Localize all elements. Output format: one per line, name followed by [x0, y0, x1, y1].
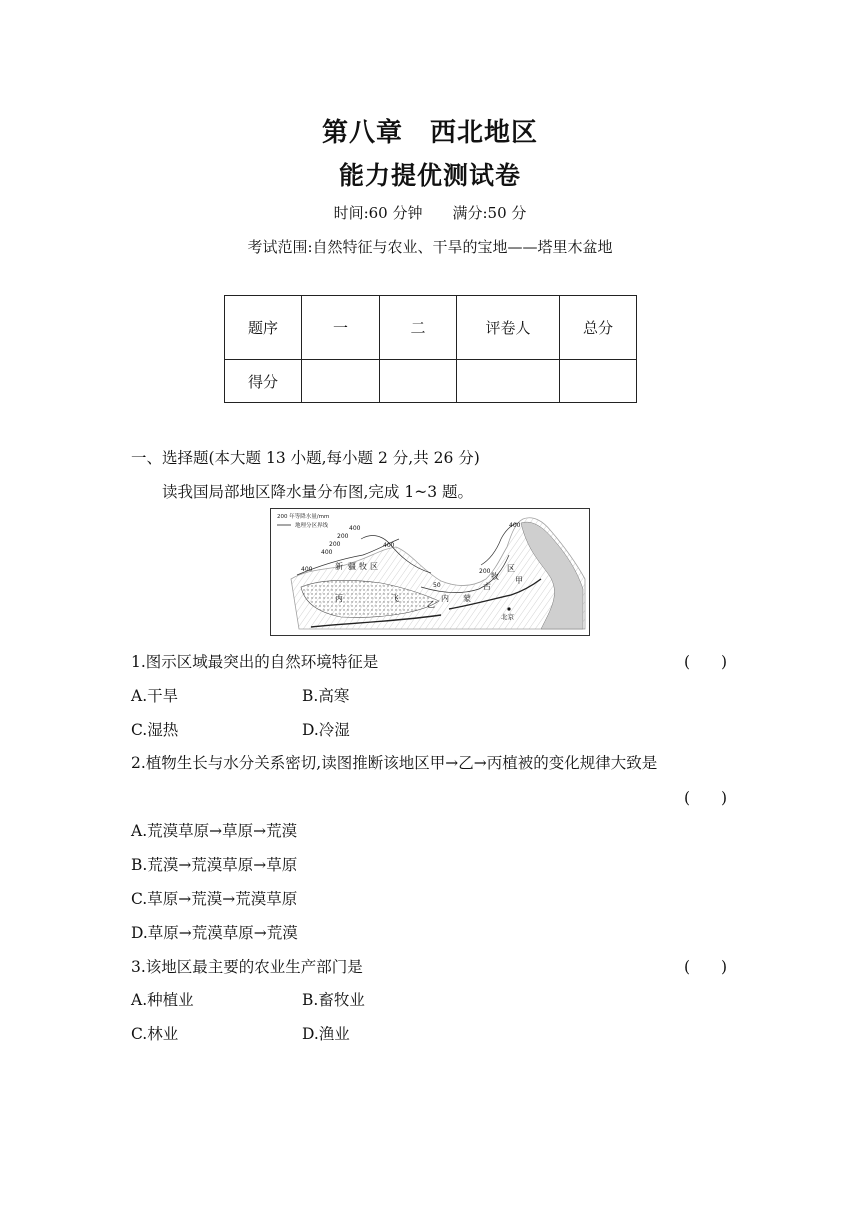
isohyet-label: 400	[301, 566, 313, 573]
option-c[interactable]: C.林业	[131, 1025, 179, 1043]
question-stem: 1.图示区域最突出的自然环境特征是	[131, 653, 379, 671]
isohyet-label: 200	[329, 541, 341, 548]
region-label: 牧	[491, 572, 499, 581]
full-score: 满分:50 分	[452, 204, 527, 222]
score-row-label: 得分	[225, 360, 302, 403]
option-c[interactable]: C.湿热	[131, 721, 179, 739]
chapter-title: 第八章 西北地区	[321, 118, 538, 148]
score-header-cell: 总分	[560, 296, 637, 360]
option-a[interactable]: A.种植业	[131, 991, 194, 1009]
map-legend	[277, 512, 329, 529]
exam-meta	[0, 202, 860, 223]
option-c[interactable]: C.草原→荒漠→荒漠草原	[131, 890, 298, 908]
option-b[interactable]: B.荒漠→荒漠草原→草原	[131, 856, 298, 874]
precipitation-map	[270, 508, 590, 636]
time-limit: 时间:60 分钟	[333, 204, 423, 222]
region-label: 丙	[335, 594, 343, 603]
option-d[interactable]: D.渔业	[302, 1025, 350, 1043]
isohyet-label: 400	[321, 549, 333, 556]
answer-blank[interactable]: ( )	[684, 653, 728, 671]
region-label: 甲	[515, 576, 523, 585]
legend-boundary: 地理分区界线	[295, 523, 329, 529]
map-svg	[271, 509, 589, 635]
region-label: 疆	[348, 562, 356, 571]
isohyet-label: 400	[509, 522, 521, 529]
option-b[interactable]: B.畜牧业	[302, 991, 365, 1009]
region-label: 乙	[427, 600, 435, 609]
score-table	[224, 295, 637, 403]
score-input-cell[interactable]	[560, 360, 637, 403]
score-header-cell: 一	[302, 296, 380, 360]
score-input-cell[interactable]	[380, 360, 457, 403]
region-label: 新	[335, 562, 343, 571]
region-label: 区	[370, 562, 378, 571]
isohyet-label: 400	[349, 525, 361, 532]
exam-scope: 考试范围:自然特征与农业、干旱的宝地——塔里木盆地	[247, 238, 613, 256]
score-input-cell[interactable]	[457, 360, 560, 403]
question-stem: 2.植物生长与水分关系密切,读图推断该地区甲→乙→丙植被的变化规律大致是	[131, 754, 658, 772]
score-header-cell: 二	[380, 296, 457, 360]
answer-blank[interactable]: ( )	[684, 789, 728, 807]
region-label: 蒙	[463, 594, 471, 603]
region-label: 飞	[391, 594, 399, 603]
section-intro: 读我国局部地区降水量分布图,完成 1~3 题。	[162, 483, 473, 501]
isohyet-label: 50	[433, 582, 441, 589]
beijing-marker	[507, 607, 510, 610]
score-input-cell[interactable]	[302, 360, 380, 403]
option-a[interactable]: A.荒漠草原→草原→荒漠	[131, 822, 298, 840]
test-title: 能力提优测试卷	[338, 161, 521, 190]
isohyet-label: 400	[383, 542, 395, 549]
option-b[interactable]: B.高寒	[302, 687, 350, 705]
region-label: 内	[441, 594, 449, 603]
isohyet-label: 200	[479, 568, 491, 575]
region-label: 古	[483, 582, 491, 591]
isohyet-label: 200	[337, 533, 349, 540]
answer-blank[interactable]: ( )	[684, 958, 728, 976]
option-d[interactable]: D.草原→荒漠草原→荒漠	[131, 924, 298, 942]
question-stem: 3.该地区最主要的农业生产部门是	[131, 958, 363, 976]
section-heading: 一、选择题(本大题 13 小题,每小题 2 分,共 26 分)	[131, 449, 480, 467]
region-label: 区	[507, 564, 515, 573]
option-d[interactable]: D.冷湿	[302, 721, 350, 739]
legend-isohyet: 200 年等降水量/mm	[277, 514, 330, 520]
city-label: 北京	[501, 613, 514, 621]
score-header-cell: 题序	[225, 296, 302, 360]
option-a[interactable]: A.干旱	[131, 687, 179, 705]
score-header-cell: 评卷人	[457, 296, 560, 360]
region-label: 牧	[359, 562, 367, 571]
